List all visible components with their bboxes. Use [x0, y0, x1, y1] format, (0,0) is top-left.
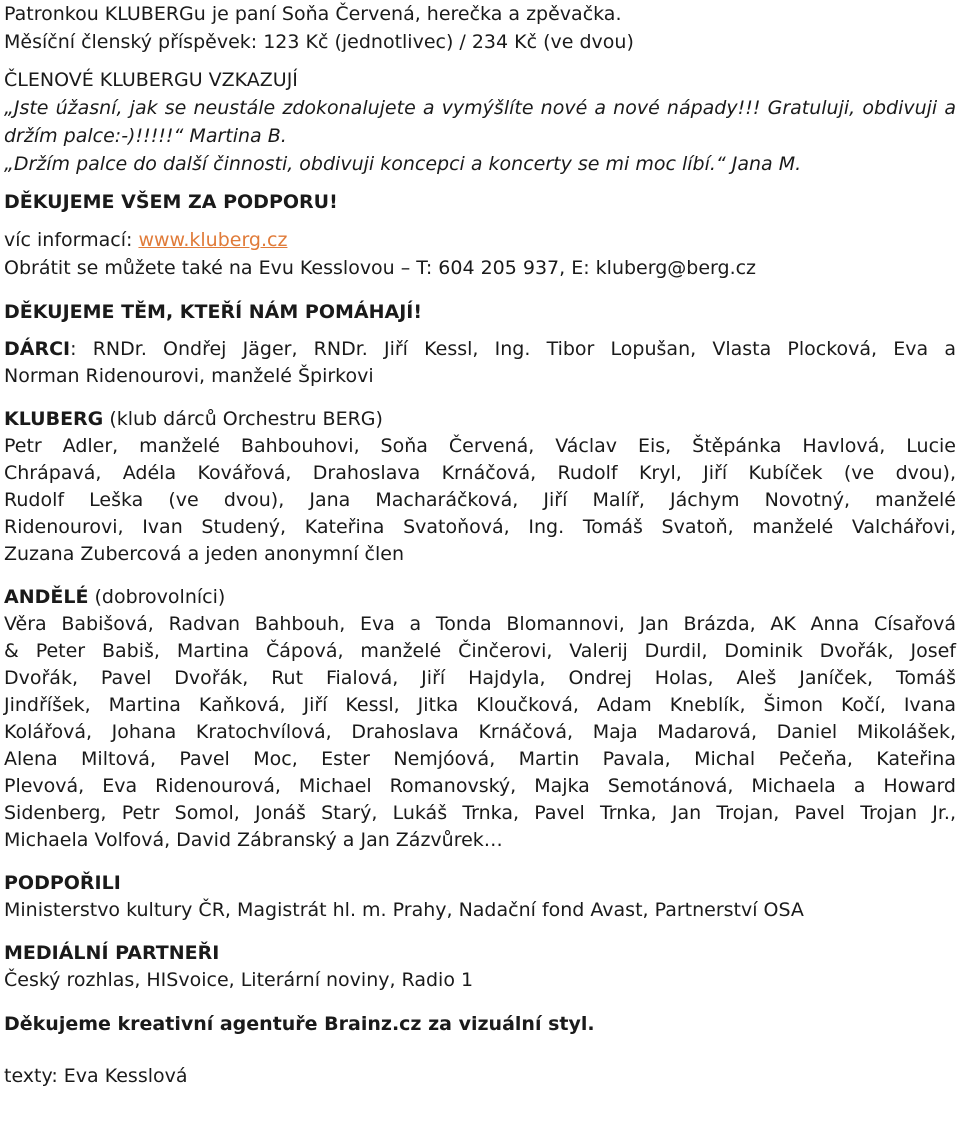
text-credits: texty: Eva Kesslová — [4, 1065, 188, 1087]
angels-suffix: (dobrovolníci) — [88, 586, 226, 608]
contact-line: Obrátit se můžete také na Evu Kesslovou – T: 604 205 937, E: kluberg@berg.cz — [4, 257, 757, 279]
supporters-text: Ministerstvo kultury ČR, Magistrát hl. m. Prahy, Nadační fond Avast, Partnerství OSA — [4, 899, 804, 921]
angels-section — [4, 584, 956, 854]
angels-line: Věra Babišová, Radvan Bahbouh, Eva a Tonda Blomannovi, Jan Brázda, AK Anna Císařová — [4, 613, 956, 635]
more-info-line — [4, 226, 956, 254]
donors-section — [4, 336, 956, 390]
angels-line: Kolářová, Johana Kratochvílová, Drahoslava Krnáčová, Maja Madarová, Daniel Mikolášek, — [4, 721, 956, 743]
media-text: Český rozhlas, HISvoice, Literární noviny, Radio 1 — [4, 969, 474, 991]
thanks-support-heading: DĚKUJEME VŠEM ZA PODPORU! — [4, 191, 338, 213]
angels-label: ANDĚLÉ — [4, 586, 89, 608]
angels-line: Sidenberg, Petr Somol, Jonáš Starý, Lukáš Trnka, Pavel Trnka, Jan Trojan, Pavel Trojan Jr., — [4, 802, 956, 824]
quote-2: „Držím palce do další činnosti, obdivuji koncepci a koncerty se mi moc líbí.“ Jana M. — [4, 153, 802, 175]
angels-line: Alena Miltová, Pavel Moc, Ester Nemjóová, Martin Pavala, Michal Pečeňa, Kateřina — [4, 748, 956, 770]
kluberg-section — [4, 406, 956, 568]
kluberg-line: Petr Adler, manželé Bahbouhovi, Soňa Červená, Václav Eis, Štěpánka Havlová, Lucie — [4, 435, 956, 457]
angels-line: & Peter Babiš, Martina Čápová, manželé Činčerovi, Valerij Durdil, Dominik Dvořák, Josef — [4, 640, 956, 662]
angels-line: Michaela Volfová, David Zábranský a Jan Zázvůrek… — [4, 829, 503, 851]
kluberg-label: KLUBERG — [4, 408, 104, 430]
kluberg-line: Chrápavá, Adéla Kovářová, Drahoslava Krnáčová, Rudolf Kryl, Jiří Kubíček (ve dvou), — [4, 462, 956, 484]
supporters-section — [4, 870, 956, 924]
angels-line: Plevová, Eva Ridenourová, Michael Romanovský, Majka Semotánová, Michaela a Howard — [4, 775, 956, 797]
kluberg-line: Ridenourovi, Ivan Studený, Kateřina Svatoňová, Ing. Tomáš Svatoň, manželé Valchářovi, — [4, 516, 956, 538]
donors-line-2: Norman Ridenourovi, manželé Špirkovi — [4, 365, 374, 387]
quote-1-line-1: „Jste úžasní, jak se neustále zdokonalujete a vymýšlíte nové a nové nápady!!! Gratuluji, obdivuji a — [4, 97, 956, 119]
angels-line: Jindříšek, Martina Kaňková, Jiří Kessl, Jitka Kloučková, Adam Kneblík, Šimon Kočí, Ivana — [4, 694, 956, 716]
kluberg-line: Zuzana Zubercová a jeden anonymní člen — [4, 543, 405, 565]
messages-heading: ČLENOVÉ KLUBERGU VZKAZUJÍ — [4, 69, 298, 91]
quote-1-line-2: držím palce:-)!!!!!“ Martina B. — [4, 125, 287, 147]
more-info-label: víc informací: — [4, 229, 139, 251]
angels-line: Dvořák, Pavel Dvořák, Rut Fialová, Jiří Hajdyla, Ondrej Holas, Aleš Janíček, Tomáš — [4, 667, 956, 689]
thanks-helpers-heading: DĚKUJEME TĚM, KTEŘÍ NÁM POMÁHAJÍ! — [4, 301, 422, 323]
media-heading: MEDIÁLNÍ PARTNEŘI — [4, 942, 220, 964]
kluberg-line: Rudolf Leška (ve dvou), Jana Macharáčková, Jiří Malíř, Jáchym Novotný, manželé — [4, 489, 956, 511]
angels-heading — [4, 584, 956, 611]
agency-thanks: Děkujeme kreativní agentuře Brainz.cz za vizuální styl. — [4, 1013, 595, 1035]
kluberg-heading — [4, 406, 956, 433]
kluberg-suffix: (klub dárců Orchestru BERG) — [103, 408, 383, 430]
donors-label: DÁRCI — [4, 338, 71, 360]
patron-line: Patronkou KLUBERGu je paní Soňa Červená, herečka a zpěvačka. — [4, 3, 622, 25]
supporters-heading: PODPOŘILI — [4, 872, 121, 894]
donors-text-1: : RNDr. Ondřej Jäger, RNDr. Jiří Kessl, Ing. Tibor Lopušan, Vlasta Plocková, Eva a — [70, 338, 956, 360]
membership-fee-line: Měsíční členský příspěvek: 123 Kč (jednotlivec) / 234 Kč (ve dvou) — [4, 31, 634, 53]
media-section — [4, 940, 956, 994]
kluberg-website-link[interactable]: www.kluberg.cz — [138, 229, 288, 251]
donors-line-1 — [4, 336, 956, 363]
